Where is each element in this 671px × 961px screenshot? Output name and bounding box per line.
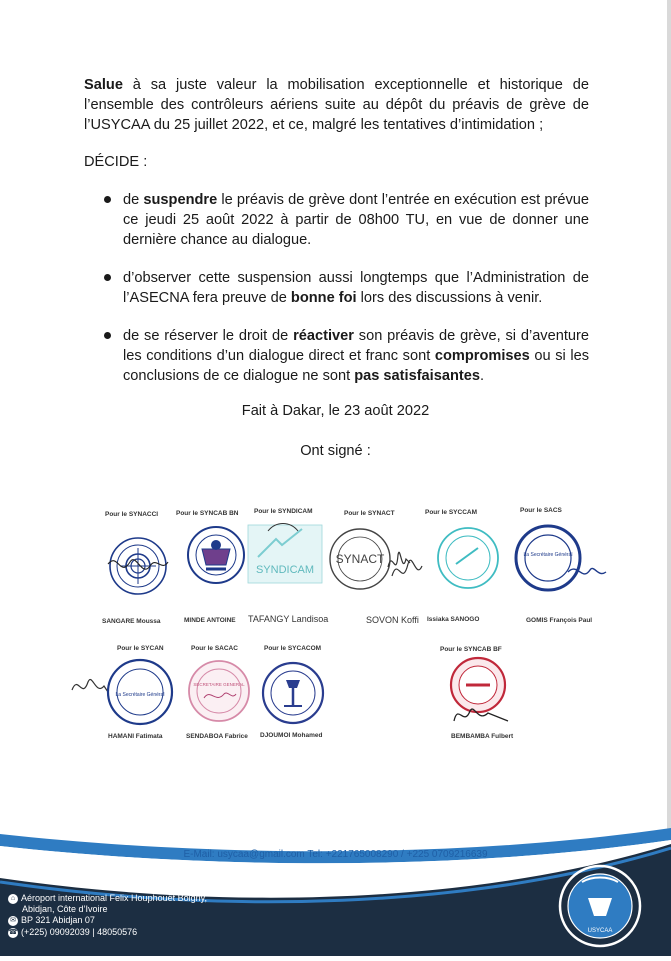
org-label: Pour le SYNDICAM — [254, 508, 313, 515]
bullet-dot — [104, 332, 111, 339]
org-label: Pour le SACAC — [191, 645, 238, 652]
signer-name: SOVON Koffi — [366, 615, 419, 625]
org-label: Pour le SYNCAB BN — [176, 510, 239, 517]
signer-name: GOMIS François Paul — [526, 617, 593, 624]
ont-signe: Ont signé : — [300, 443, 371, 459]
bullet-suspendre: de suspendre le préavis de grève dont l’entrée en exécution est prévue ce jeudi 25 août 2022 à partir de 08h00 TU, en vue de donner une dernière chance au dialogue. — [104, 190, 589, 250]
org-label: Pour le SYNCAB BF — [440, 646, 502, 653]
bullet-observer: d’observer cette suspension aussi longtemps que l’Administration de l’ASECNA fera preuve de bonne foi lors des discussions à venir. — [104, 268, 589, 308]
decide-heading: DÉCIDE : — [84, 154, 148, 170]
org-label: Pour le SYCACOM — [264, 645, 322, 652]
sycan-stamp — [70, 656, 174, 728]
syncab-bn-stamp — [180, 525, 252, 585]
org-label: Pour le SACS — [520, 507, 562, 514]
syncab-bf-stamp — [448, 655, 514, 733]
org-label: Pour le SYCCAM — [425, 509, 478, 516]
signer-name: DJOUMOI Mohamed — [260, 732, 323, 739]
org-label: Pour le SYNACCI — [105, 511, 159, 518]
bullet-dot — [104, 196, 111, 203]
signer-name: SANGARE Moussa — [102, 618, 161, 625]
syndicam-stamp-text: SYNDICAM — [255, 564, 315, 576]
footer-logo-text: USYCAA — [587, 928, 613, 934]
bullet-reserver: de se réserver le droit de réactiver son préavis de grève, si d’aventure les conditions d’un dialogue direct et franc sont compromises ou si les conclusions de ce dialogue ne sont pas satisfaisantes. — [104, 326, 589, 386]
footer-city: Abidjan, Côte d’Ivoire — [22, 904, 108, 914]
signer-name: BEMBAMBA Fulbert — [451, 733, 514, 740]
sacac-stamp — [186, 658, 252, 724]
synacci-stamp — [106, 522, 170, 606]
fait-a-dakar: Fait à Dakar, le 23 août 2022 — [241, 403, 430, 419]
org-label: Pour le SYNACT — [344, 510, 395, 517]
phone-icon: ☎ — [8, 928, 18, 936]
footer-contact-line: E-Mail: usycaa@gmail.com Tel: +221765008290 / +225 0709216639 — [183, 849, 488, 860]
syndicam-stamp — [246, 517, 326, 587]
signer-name: SENDABOA Fabrice — [186, 733, 248, 740]
signer-name: MINDE ANTOINE — [184, 617, 236, 624]
footer-bp: ✉ BP 321 Abidjan 07 — [8, 915, 95, 926]
footer-band — [0, 820, 671, 961]
signer-name: Issiaka SANOGO — [427, 616, 480, 623]
synact-stamp-text: SYNACT — [335, 552, 385, 566]
sacs-stamp — [512, 522, 608, 594]
sycan-stamp-text: La Secrétaire Général — [115, 692, 165, 698]
org-label: Pour le SYCAN — [117, 645, 164, 652]
signer-name: TAFANGY Landisoa — [248, 614, 329, 624]
page-edge — [667, 0, 671, 961]
footer-phone: ☎ (+225) 09092039 | 48050576 — [8, 927, 138, 937]
syccam-stamp — [388, 520, 508, 598]
paragraph-salue — [84, 75, 589, 135]
bullet-dot — [104, 274, 111, 281]
sycacom-stamp — [260, 660, 326, 726]
sacs-stamp-text: La Secrétaire Général — [523, 552, 573, 558]
mail-icon: ✉ — [8, 916, 18, 926]
salue-rest: à sa juste valeur la mobilisation exceptionnelle et historique de l’ensemble des contrôleurs aériens suite au dépôt du préavis de grève de l’USYCAA du 25 juillet 2022, et ce, malgré les tentatives d’intimidation ; — [84, 77, 589, 133]
signer-name: HAMANI Fatimata — [108, 733, 163, 740]
home-icon: ⌂ — [8, 894, 18, 904]
footer-address: ⌂ Aéroport international Felix Houphouët Boigny, — [8, 893, 207, 904]
sacac-stamp-text: SECRETAIRE GENERAL — [193, 682, 245, 687]
salue-bold: Salue — [84, 77, 123, 93]
